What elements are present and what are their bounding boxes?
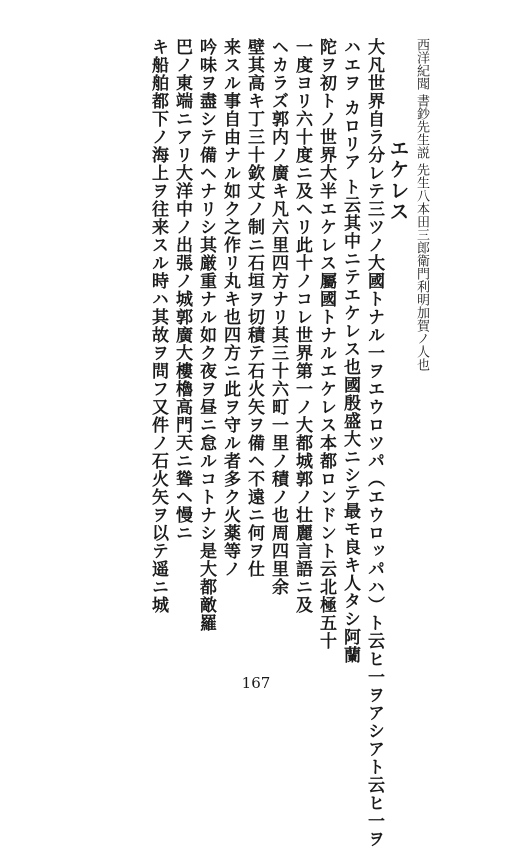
manuscript-line: 大凡世界自ラ分レテ三ツノ大國トナル一ヲエウロツパ（エウロッパハ）ト云ヒ一ヲアシアト云ヒ一ヲ [364,38,384,848]
manuscript-line: 吟味ヲ盡シテ備ヘナリシ其厳重ナル如ク夜ヲ昼ニ怠ルコトナシ是大都敵羅 [196,38,216,632]
manuscript-line: ヘカラズ郭内ノ廣キ凡六里四方ナリ其三十六町一里ノ積ノ也周四里余 [268,38,288,596]
manuscript-line: 一度ヨリ六十度ニ及ヘリ此十ノコレ世界第一ノ大都城郭ノ壮麗言語ニ及 [292,38,312,614]
header-note: 西洋紀聞 書鈔先生説 先生八本田三郎衛門利明加賀ノ人也 [414,38,429,372]
manuscript-line: ハエヲ カロリア ト云其中ニテエケレス也國殷盛大ニシテ最モ良キ人タシ阿蘭 [340,38,360,664]
manuscript-line: キ船舶都下ノ海上ヲ往来スル時ハ其故ヲ問フ又件ノ石火矢ヲ以テ遥ニ城 [148,38,168,614]
page-number: 167 [241,674,271,692]
manuscript-line: 陀ヲ初トノ世界大半エケレス屬國トナルエケレス本都ロンドント云北極五十 [316,38,336,650]
manuscript-line: 壁其高キ丁三十欽丈ノ制ニ石垣ヲ切積テ石火矢ヲ備ヘ不遠ニ何ヲ仕 [244,38,264,578]
section-title: エケレス [386,138,410,222]
manuscript-line: 来スル事自由ナル如ク之作リ丸キ也四方ニ此ヲ守ル者多ク火薬等ノ [220,38,240,578]
manuscript-line: 巴ノ東端ニアリ大洋中ノ出張ノ城郭廣大樓櫓高門天ニ聳ヘ慢ニ [172,38,192,542]
